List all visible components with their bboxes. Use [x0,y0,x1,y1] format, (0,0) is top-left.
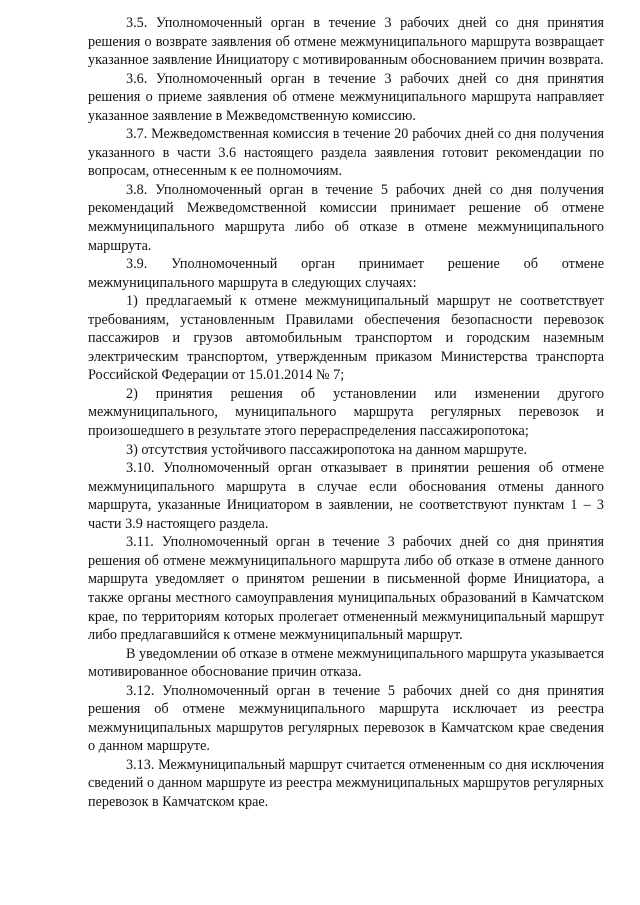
paragraph-3-11: 3.11. Уполномоченный орган в течение 3 рабочих дней со дня принятия решения об отмене межмуниципального маршрута либо об отказе в отмене данного маршрута уведомляет о принятом решении в письменной форме Инициатора, а также органы местного самоуправления муниципальных образований в Камчатском крае, по территориям которых пролегает отмененный межмуниципальный маршрут либо предлагавшийся к отмене межмуниципальный маршрут. [88,534,604,644]
list-item-1: 1) предлагаемый к отмене межмуниципальный маршрут не соответствует требованиям, установленным Правилами обеспечения безопасности перевозок пассажиров и грузов автомобильным транспортом и городским наземным электрическим транспортом, утвержденным приказом Министерства транспорта Российской Федерации от 15.01.2014 № 7; [88,293,604,384]
paragraph-3-9: 3.9. Уполномоченный орган принимает решение об отмене межмуниципального маршрута в следующих случаях: [88,256,604,291]
list-item-3: 3) отсутствия устойчивого пассажиропотока на данном маршруте. [126,441,528,458]
list-item-2: 2) принятия решения об установлении или изменении другого межмуниципального, муниципального маршрута регулярных перевозок и произошедшего в результате этого перераспределения пассажиропотока; [88,385,604,440]
paragraph-3-6: 3.6. Уполномоченный орган в течение 3 рабочих дней со дня принятия решения о приеме заявления об отмене межмуниципального маршрута направляет указанное заявление в Межведомственную комиссию. [88,70,604,124]
paragraph-3-12: 3.12. Уполномоченный орган в течение 5 рабочих дней со дня принятия решения об отмене межмуниципального маршрута исключает из реестра межмуниципальных маршрутов регулярных перевозок в Камчатском крае сведения о данном маршруте. [88,682,604,755]
paragraph-3-7: 3.7. Межведомственная комиссия в течение 20 рабочих дней со дня получения указанного в части 3.6 настоящего раздела заявления готовит рекомендации по вопросам, отнесенным к ее полномочиям. [88,126,604,180]
paragraph-3-10: 3.10. Уполномоченный орган отказывает в принятии решения об отмене межмуниципального маршрута в случае если обоснования отмены данного маршрута, указанные Инициатором в заявлении, не соответствуют пунктам 1 – 3 части 3.9 настоящего раздела. [88,460,604,532]
paragraph-3-8: 3.8. Уполномоченный орган в течение 5 рабочих дней со дня получения рекомендаций Межведомственной комиссии принимает решение об отмене межмуниципального маршрута либо об отказе в отмене межмуниципального маршрута. [88,181,604,254]
document-page [88,14,604,812]
paragraph-3-5: 3.5. Уполномоченный орган в течение 3 рабочих дней со дня принятия решения о возврате заявления об отмене межмуниципального маршрута возвращает указанное заявление Инициатору с мотивированным обоснованием причин возврата. [88,15,604,69]
paragraph-notice: В уведомлении об отказе в отмене межмуниципального маршрута указывается мотивированное обоснование причин отказа. [88,645,604,681]
paragraph-3-13: 3.13. Межмуниципальный маршрут считается отмененным со дня исключения сведений о данном маршруте из реестра межмуниципальных маршрутов регулярных перевозок в Камчатском крае. [88,756,604,810]
